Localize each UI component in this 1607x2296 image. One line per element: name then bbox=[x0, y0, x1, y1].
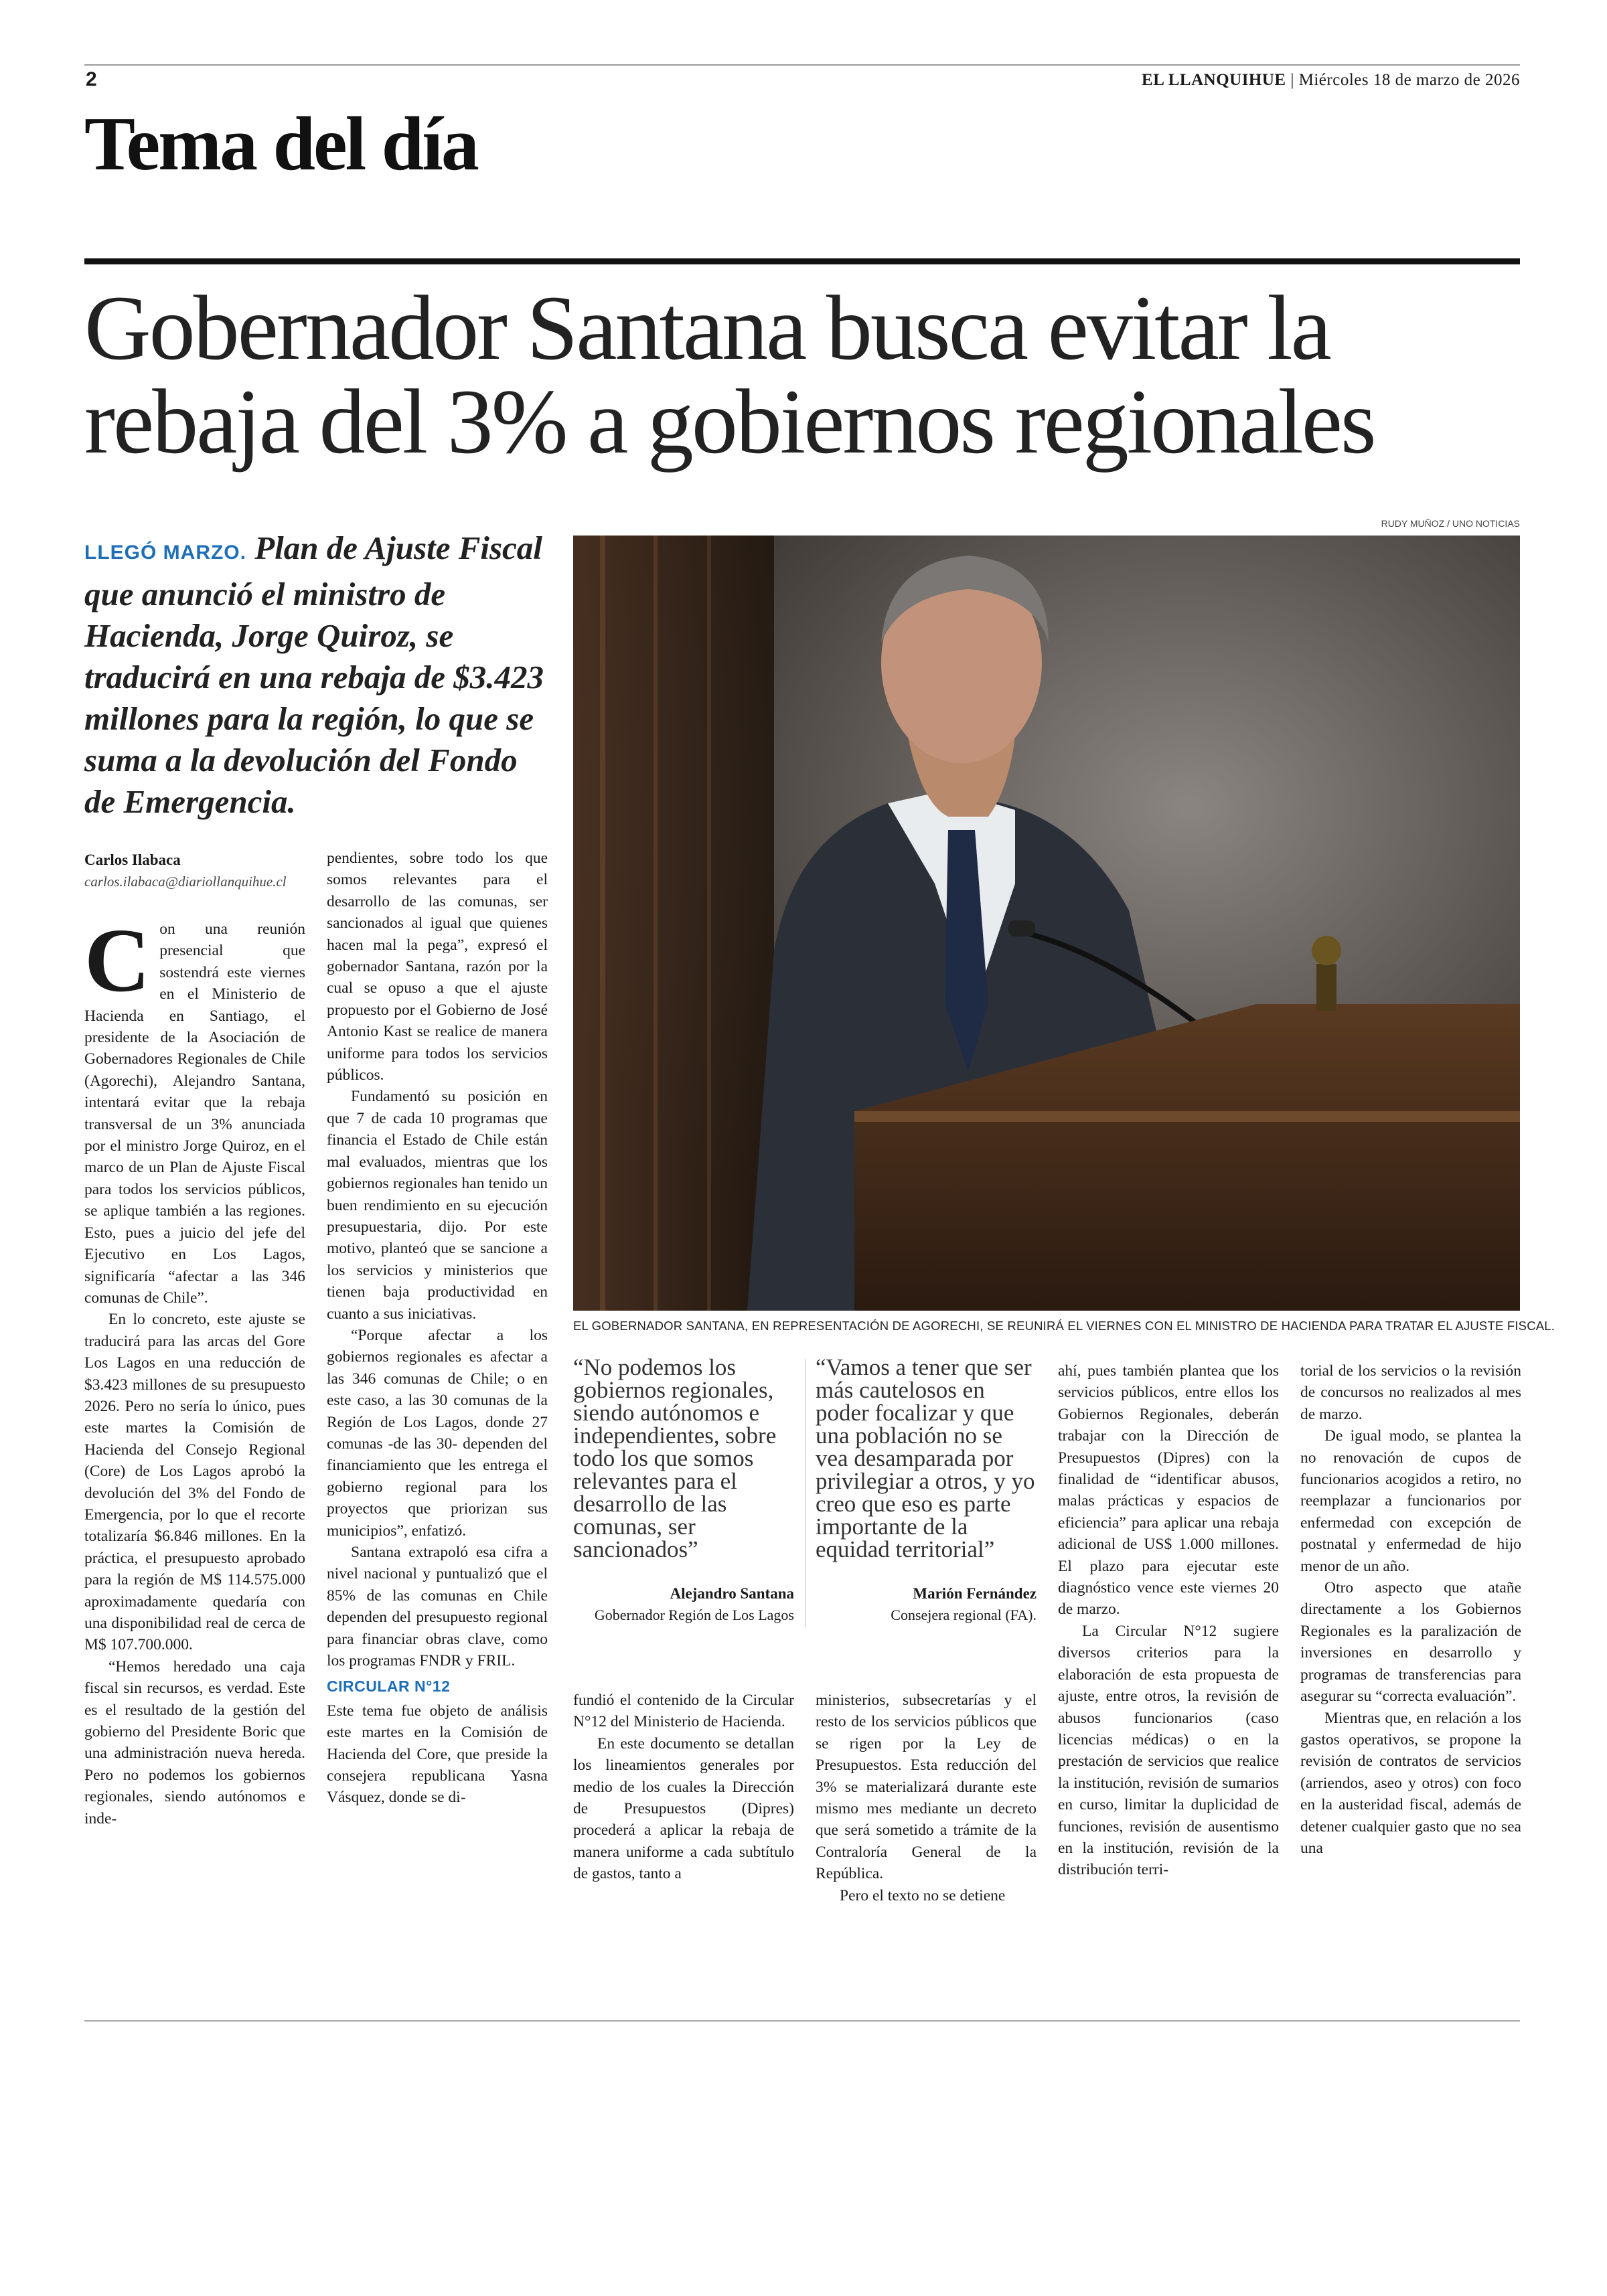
col6-paragraph-1: torial de los servicios o la revisión de concursos no realizados al mes de marzo. bbox=[1300, 1362, 1521, 1423]
col2-paragraph-1: pendientes, sobre todo los que somos relevantes para el desarrollo de las comunas, ser sancionados al igual que quienes hacen mal la pega”, expresó el gobernador Santana, razón por la cual se opuso a que el ajuste propuesto por el Gobierno de José Antonio Kast se realice de manera uniforme para todos los servicios públicos. bbox=[327, 849, 548, 1084]
col2-paragraph-3: “Porque afectar a los gobiernos regionales es afectar a las 346 comunas de Chile; o en este caso, a las 30 comunas de la Región de Los Lagos, donde 27 comunas -de las 30- dependen del financiamiento que les entrega el gobierno regional para los proyectos que priorizan sus municipios”, enfatizó. bbox=[327, 1326, 548, 1540]
bottom-rule bbox=[84, 2020, 1520, 2022]
col5-paragraph-2: La Circular N°12 sugiere diversos criterios para la elaboración de esta propuesta de ajuste, entre otros, la revisión de abusos funcionarios (caso licencias médicas) o en la prestación de servicios que realice la institución, revisión de sumarios en curso, limitar la duplicidad de funciones, revisión de ausentismo en la institución, revisión de la distribución terri- bbox=[1058, 1622, 1279, 1879]
page-number: 2 bbox=[86, 68, 97, 90]
col4-paragraph-1: ministerios, subsecretarías y el resto de los servicios públicos que se rigen por la Ley de Presupuestos. Esta reducción del 3% se materializará durante este mismo mes mediante un decreto que será sometido a trámite de la Contraloría General de la República. bbox=[816, 1692, 1037, 1883]
quote-2-role: Consejera regional (FA). bbox=[891, 1607, 1037, 1623]
quote-1-role: Gobernador Región de Los Lagos bbox=[594, 1607, 794, 1623]
article-column-5 bbox=[1058, 1360, 1279, 1881]
article-column-3 bbox=[573, 1690, 794, 1885]
col2-paragraph-5: Este tema fue objeto de análisis este martes en la Comisión de Hacienda del Core, que preside la consejera republicana Yasna Vásquez, donde se di- bbox=[327, 1702, 548, 1807]
col6-paragraph-3: Otro aspecto que atañe directamente a los Gobiernos Regionales es la paralización de inversiones en desarrollo y programas de transferencias para asegurar su “correcta evaluación”. bbox=[1300, 1579, 1521, 1706]
lead-kicker: LLEGÓ MARZO. bbox=[84, 542, 246, 564]
pull-quote-1: “No podemos los gobiernos regionales, siendo autónomos e independientes, sobre todo los que somos relevantes para el desarrollo de las comunas, ser sancionados” bbox=[573, 1354, 777, 1562]
article-column-2 bbox=[327, 847, 548, 1809]
headline: Gobernador Santana busca evitar la rebaja del 3% a gobiernos regionales bbox=[84, 276, 1375, 473]
governor-photo-illustration bbox=[573, 536, 1520, 1311]
article-column-4 bbox=[816, 1690, 1037, 1906]
photo-credit: RUDY MUÑOZ / UNO NOTICIAS bbox=[1381, 518, 1520, 529]
lead-text: Plan de Ajuste Fiscal que anunció el ministro de Hacienda, Jorge Quiroz, se traducirá en una rebaja de $3.423 millones para la región, lo que se suma a la devolución del Fondo de Emergencia. bbox=[84, 529, 544, 820]
section-rule bbox=[84, 258, 1520, 264]
article-column-6 bbox=[1300, 1360, 1521, 1859]
lead-paragraph bbox=[84, 527, 553, 823]
section-title: Tema del día bbox=[84, 101, 477, 186]
col4-paragraph-2: Pero el texto no se detiene bbox=[840, 1886, 1006, 1904]
top-rule bbox=[84, 64, 1520, 66]
col1-paragraph-1: on una reunión presencial que sostendrá este viernes en el Ministerio de Hacienda en Santiago, el presidente de la Asociación de Gobernadores Regionales de Chile (Agorechi), Alejandro Santana, intentará evitar que la rebaja transversal de un 3% anunciada por el ministro Jorge Quiroz, en el marco de un Plan de Ajuste Fiscal para todos los servicios públicos, se aplique también a las regiones. Esto, pues a juicio del jefe del Ejecutivo en Los Lagos, significaría “afectar a las 346 comunas de Chile”. bbox=[84, 920, 305, 1307]
col3-paragraph-2: En este documento se detallan los lineamientos generales por medio de los cuales la Dirección de Presupuestos (Dipres) procederá a aplicar la rebaja de manera uniforme a cada subtítulo de gastos, tanto a bbox=[573, 1734, 794, 1883]
quote-divider bbox=[805, 1359, 806, 1627]
masthead: EL LLANQUIHUE | Miércoles 18 de marzo de 2026 bbox=[1142, 71, 1520, 89]
newspaper-name: EL LLANQUIHUE bbox=[1142, 71, 1286, 89]
col1-paragraph-2: En lo concreto, este ajuste se traducirá para las arcas del Gore Los Lagos en una reducción de $3.423 millones de su presupuesto 2026. Pero no sería lo único, pues este martes la Comisión de Hacienda del Consejo Regional (Core) de Los Lagos aprobó la devolución del 3% del Fondo de Emergencia, por lo que el recorte totalizaría $6.846 millones. En la práctica, el presupuesto aprobado para la región de M$ 114.575.000 aproximadamente quedaría con una disponibilidad real de cerca de M$ 107.700.000. bbox=[84, 1311, 305, 1654]
subheading-circular: CIRCULAR N°12 bbox=[327, 1677, 451, 1696]
pull-quote-2: “Vamos a tener que ser más cautelosos en poder focalizar y que una población no se vea desamparada por privilegiar a otros, y yo creo que eso es parte importante de la equidad territorial” bbox=[816, 1354, 1035, 1562]
article-column-1 bbox=[84, 910, 305, 1829]
issue-date: Miércoles 18 de marzo de 2026 bbox=[1298, 71, 1520, 89]
col2-paragraph-4: Santana extrapoló esa cifra a nivel nacional y puntualizó que el 85% de las comunas en Chile dependen del presupuesto regional para financiar obras clave, como los programas FNDR y FRIL. bbox=[327, 1544, 548, 1670]
col3-paragraph-1: fundió el contenido de la Circular N°12 del Ministerio de Hacienda. bbox=[573, 1692, 794, 1731]
governor-photo bbox=[573, 536, 1520, 1311]
author-name: Carlos Ilabaca bbox=[84, 851, 181, 868]
photo-caption: EL GOBERNADOR SANTANA, EN REPRESENTACIÓN DE AGORECHI, SE REUNIRÁ EL VIERNES CON EL MINISTRO DE HACIENDA PARA TRATAR EL AJUSTE FISCAL. bbox=[573, 1319, 1555, 1333]
author-email: carlos.ilabaca@diariollanquihue.cl bbox=[84, 874, 287, 890]
col5-paragraph-1: ahí, pues también plantea que los servicios públicos, entre ellos los Gobiernos Regionales, deberán trabajar con la Dirección de Presupuestos (Dipres) con la finalidad de “identificar abusos, malas prácticas y espacios de eficiencia” para aplicar una rebaja adicional de US$ 1.000 millones. El plazo para ejecutar este diagnóstico vence este viernes 20 de marzo. bbox=[1058, 1362, 1279, 1619]
quote-1-name: Alejandro Santana bbox=[670, 1585, 794, 1602]
col6-paragraph-2: De igual modo, se plantea la no renovación de cupos de funcionarios acogidos a retiro, no reemplazar a funcionarios por enfermedad con excepción de postnatal y enfermedad de hijo menor de un año. bbox=[1300, 1427, 1521, 1575]
col6-paragraph-4: Mientras que, en relación a los gastos operativos, se propone la revisión de contratos de servicios (arriendos, aseo y otros) con foco en la austeridad fiscal, además de detener cualquier gasto que no sea una bbox=[1300, 1709, 1521, 1857]
quote-2-name: Marión Fernández bbox=[913, 1585, 1037, 1602]
drop-cap: C bbox=[84, 910, 151, 1011]
col2-paragraph-2: Fundamentó su posición en que 7 de cada 10 programas que financia el Estado de Chile están mal evaluados, mientras que los gobiernos regionales han tenido un buen rendimiento en su ejecución presupuestaria, dijo. Por este motivo, planteó que se sancione a los servicios y ministerios que tienen baja productividad en cuanto a sus iniciativas. bbox=[327, 1088, 548, 1323]
col1-paragraph-3: “Hemos heredado una caja fiscal sin recursos, es verdad. Este es el resultado de la gestión del gobierno del Presidente Boric que una administración nueva hereda. Pero no podemos los gobiernos regionales, siendo autónomos e inde- bbox=[84, 1657, 305, 1827]
